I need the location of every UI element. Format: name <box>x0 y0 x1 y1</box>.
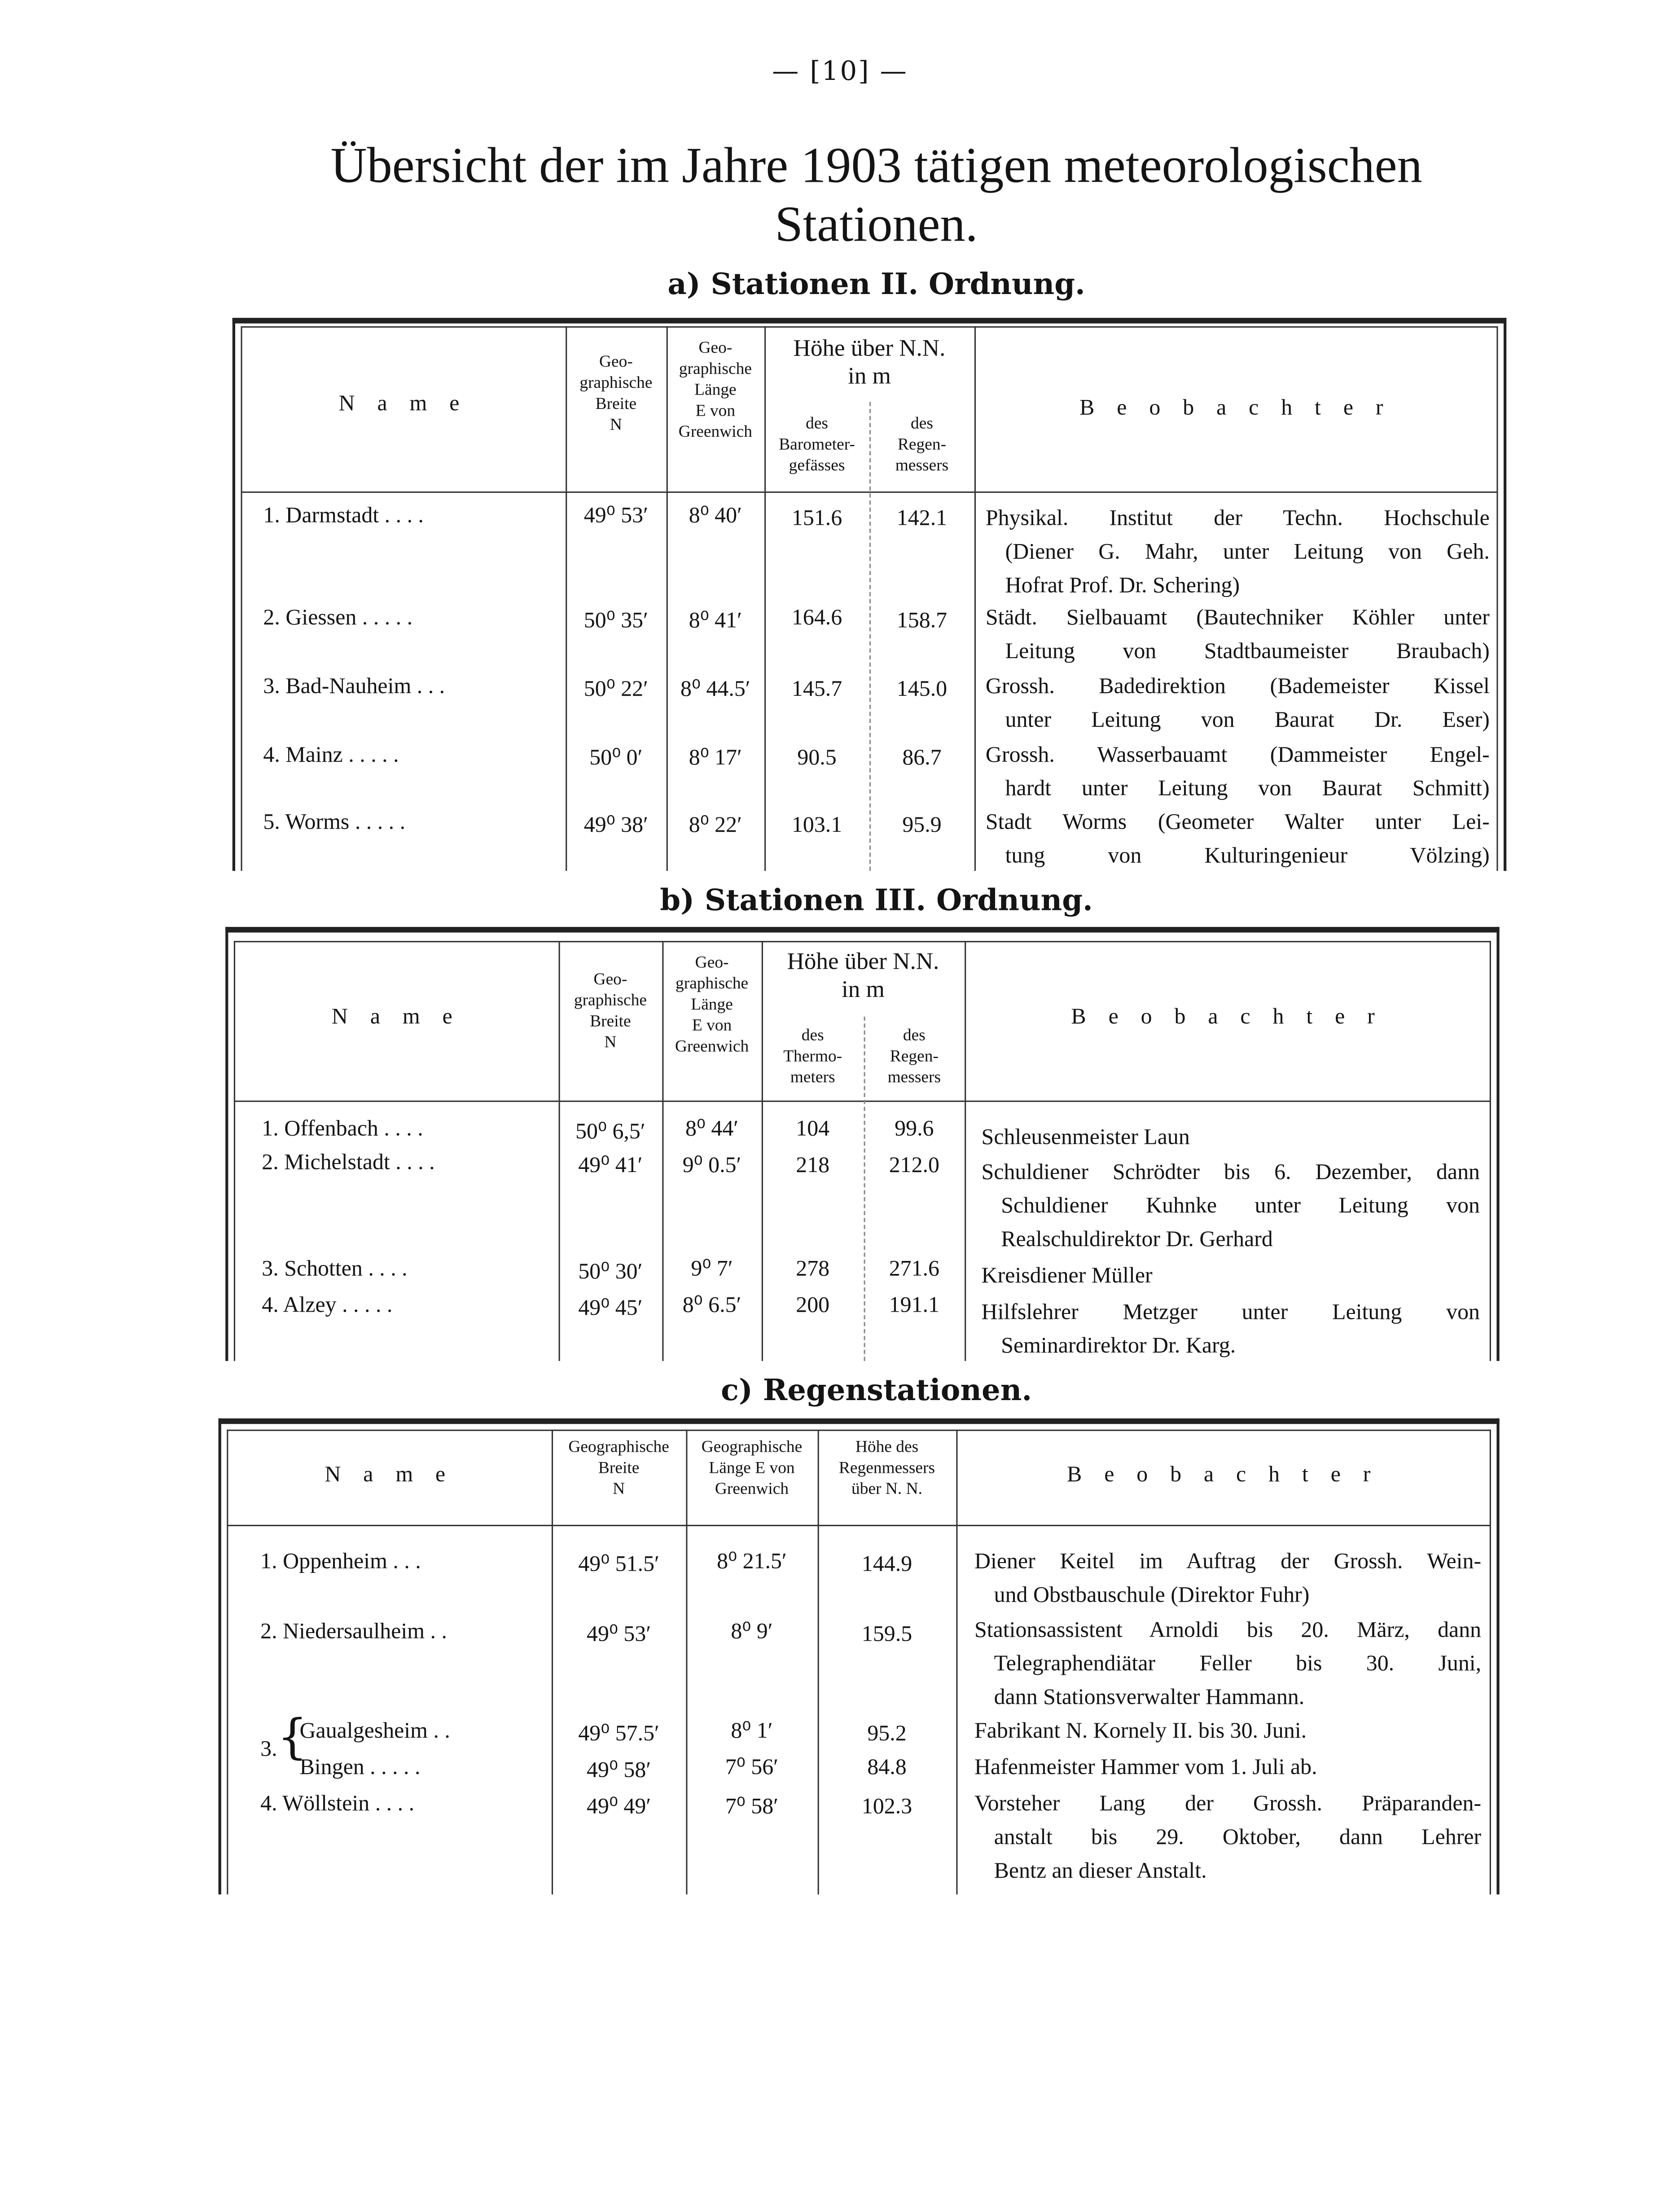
header-height-barometer <box>764 413 869 476</box>
header-latitude <box>559 969 662 1053</box>
table-cell: 151.6 <box>791 507 842 531</box>
table-cell: Schuldiener Kuhnke unter Leitung von <box>1001 1194 1480 1218</box>
header-height-rain-gauge <box>864 1025 965 1088</box>
table-cell: 145.0 <box>896 677 947 702</box>
header-observer: B e o b a c h t e r <box>1079 396 1392 420</box>
table-cell: und Obstbauschule (Direktor Fuhr) <box>994 1583 1310 1607</box>
table-cell: 2. Giessen . . . . . <box>263 606 413 630</box>
table-cell: anstalt bis 29. Oktober, dann Lehrer <box>994 1826 1482 1850</box>
table-cell: 1. Darmstadt . . . . <box>263 504 424 528</box>
table-cell: Realschuldirektor Dr. Gerhard <box>1001 1228 1273 1252</box>
table-cell: des <box>806 413 829 433</box>
table-cell: Kreisdiener Müller <box>981 1264 1153 1288</box>
table-cell: 218 <box>796 1154 830 1178</box>
table-cell: 86.7 <box>902 746 942 770</box>
header-name: N a m e <box>331 1005 461 1029</box>
table-cell: Leitung von Stadtbaumeister Braubach) <box>1005 640 1490 664</box>
table-cell: Seminardirektor Dr. Karg. <box>1001 1334 1236 1358</box>
table-cell: in m <box>842 976 885 1003</box>
table-cell: 5. Worms . . . . . <box>263 811 406 835</box>
table-cell: über N. N. <box>851 1478 923 1498</box>
table-cell: Diener Keitel im Auftrag der Grossh. Wein- <box>974 1550 1482 1574</box>
table-cell: Länge <box>691 994 733 1014</box>
page-title-line-2: Stationen. <box>775 196 978 252</box>
table-cell: des <box>903 1025 926 1045</box>
table-cell: 49⁰ 58′ <box>587 1758 651 1783</box>
table-cell: Vorsteher Lang der Grossh. Präparanden- <box>974 1792 1482 1816</box>
table-cell: 9⁰ 0.5′ <box>682 1154 741 1178</box>
table-cell: 95.9 <box>902 813 942 838</box>
table-cell: 8⁰ 21.5′ <box>717 1550 787 1574</box>
table-cell: Breite <box>595 393 637 413</box>
table-cell: Physikal. Institut der Techn. Hochschule <box>985 507 1490 531</box>
table-cell: Höhe über N.N. <box>787 948 939 975</box>
section-b-heading: b) Stationen III. Ordnung. <box>660 882 1093 918</box>
table-cell: 4. Alzey . . . . . <box>262 1294 393 1318</box>
header-name: N a m e <box>338 392 468 416</box>
table-cell: Stadt Worms (Geometer Walter unter Lei- <box>985 811 1490 835</box>
header-height <box>762 948 965 1004</box>
table-cell: Geo- <box>593 969 627 989</box>
table-cell: E von <box>692 1015 732 1035</box>
table-cell: 50⁰ 22′ <box>583 677 649 702</box>
header-longitude <box>686 1436 817 1499</box>
table-cell: 103.1 <box>791 813 842 838</box>
table-cell: Länge E von <box>709 1458 795 1477</box>
table-cell: Geographische <box>568 1436 669 1456</box>
table-cell: Regenmessers <box>838 1458 935 1477</box>
table-cell: 99.6 <box>895 1117 934 1142</box>
table-cell: Grossh. Badedirektion (Bademeister Kissel <box>985 675 1490 699</box>
table-cell: Gaualgesheim . . <box>299 1719 450 1743</box>
section-a-heading: a) Stationen II. Ordnung. <box>667 266 1085 301</box>
section-c-heading: c) Regenstationen. <box>721 1372 1032 1407</box>
table-cell: Greenwich <box>678 421 752 441</box>
table-cell: Grossh. Wasserbauamt (Dammeister Engel- <box>985 743 1490 768</box>
table-b <box>225 927 1499 1361</box>
table-cell: 1. Offenbach . . . . <box>262 1117 423 1142</box>
table-cell: N <box>604 1032 617 1052</box>
table-cell: Schleusenmeister Laun <box>981 1125 1190 1150</box>
table-cell: messers <box>887 1067 941 1087</box>
table-a <box>232 318 1506 871</box>
table-cell: messers <box>895 455 949 475</box>
table-cell: in m <box>848 362 891 390</box>
table-cell: 50⁰ 35′ <box>583 609 649 633</box>
table-cell: Geographische <box>701 1436 803 1456</box>
table-cell: Schuldiener Schrödter bis 6. Dezember, dann <box>981 1160 1480 1185</box>
table-cell: 102.3 <box>861 1795 912 1819</box>
table-cell: Regen- <box>897 434 947 454</box>
table-cell: 84.8 <box>867 1756 907 1780</box>
table-cell: 191.1 <box>889 1294 939 1318</box>
table-cell: 50⁰ 30′ <box>578 1260 643 1284</box>
table-cell: graphische <box>679 358 752 378</box>
table-cell: 4. Wöllstein . . . . <box>260 1792 415 1816</box>
table-cell: Greenwich <box>715 1478 789 1498</box>
table-cell: Höhe des <box>855 1436 919 1456</box>
table-cell: graphische <box>676 973 749 993</box>
page-title-line-1: Übersicht der im Jahre 1903 tätigen meteorologischen <box>330 137 1422 193</box>
table-cell: Hofrat Prof. Dr. Schering) <box>1005 574 1240 598</box>
table-cell: Geo- <box>695 952 729 972</box>
table-cell: Hilfslehrer Metzger unter Leitung von <box>981 1300 1480 1325</box>
table-cell: 50⁰ 0′ <box>589 746 643 770</box>
table-cell: 50⁰ 6,5′ <box>575 1120 645 1144</box>
table-cell: Barometer- <box>779 434 855 454</box>
table-cell: E von <box>695 400 736 420</box>
table-cell: 9⁰ 7′ <box>691 1257 733 1282</box>
header-observer: B e o b a c h t e r <box>1071 1005 1383 1029</box>
table-cell: 145.7 <box>791 677 842 702</box>
table-cell: N <box>610 414 622 434</box>
table-cell: 49⁰ 49′ <box>587 1795 651 1819</box>
table-cell: 8⁰ 22′ <box>689 813 742 838</box>
table-cell: 90.5 <box>797 746 837 770</box>
table-cell: (Diener G. Mahr, unter Leitung von Geh. <box>1005 540 1490 565</box>
table-cell: Fabrikant N. Kornely II. bis 30. Juni. <box>974 1719 1307 1743</box>
table-cell: 144.9 <box>861 1553 912 1577</box>
table-cell: 7⁰ 56′ <box>725 1756 779 1780</box>
row-number-3: 3. <box>260 1737 277 1761</box>
table-cell: 278 <box>796 1257 830 1282</box>
table-cell: N <box>613 1478 625 1498</box>
table-cell: Breite <box>590 1011 631 1031</box>
header-name: N a m e <box>325 1463 454 1487</box>
table-cell: Städt. Sielbauamt (Bautechniker Köhler unter <box>985 606 1490 630</box>
table-cell: 164.6 <box>791 606 842 630</box>
table-cell: Geo- <box>599 351 633 371</box>
table-cell: gefässes <box>789 455 845 475</box>
table-cell: 8⁰ 44′ <box>685 1117 739 1142</box>
header-observer: B e o b a c h t e r <box>1067 1463 1379 1487</box>
table-cell: 8⁰ 1′ <box>731 1719 773 1743</box>
table-cell: 4. Mainz . . . . . <box>263 743 399 768</box>
table-cell: 212.0 <box>889 1154 939 1178</box>
table-cell: 49⁰ 45′ <box>578 1296 643 1321</box>
table-cell: 2. Niedersaulheim . . <box>260 1620 447 1644</box>
header-longitude <box>667 338 764 443</box>
page-number: — [10] — <box>772 56 908 87</box>
table-cell: dann Stationsverwalter Hammann. <box>994 1686 1305 1710</box>
brace-glyph: { <box>277 1709 308 1766</box>
table-cell: Hafenmeister Hammer vom 1. Juli ab. <box>974 1756 1317 1780</box>
table-cell: Höhe über N.N. <box>793 334 946 361</box>
header-height <box>764 334 974 391</box>
table-cell: 49⁰ 41′ <box>578 1154 643 1178</box>
table-cell: hardt unter Leitung von Baurat Schmitt) <box>1005 777 1490 801</box>
table-cell: Telegraphendiätar Feller bis 30. Juni, <box>994 1652 1482 1676</box>
table-cell: graphische <box>574 990 647 1010</box>
table-cell: Länge <box>694 379 737 399</box>
table-cell: 95.2 <box>867 1722 907 1746</box>
table-cell: 8⁰ 40′ <box>689 504 742 528</box>
table-cell: 8⁰ 6.5′ <box>682 1294 741 1318</box>
table-cell: Stationsassistent Arnoldi bis 20. März, dann <box>974 1618 1482 1642</box>
table-cell: 3. Schotten . . . . <box>262 1257 408 1282</box>
table-cell: 8⁰ 44.5′ <box>680 677 750 702</box>
table-cell: 3. Bad-Nauheim . . . <box>263 675 445 699</box>
table-cell: 104 <box>796 1117 830 1142</box>
header-latitude <box>566 351 667 435</box>
table-cell: Bentz an dieser Anstalt. <box>994 1859 1207 1884</box>
table-cell: 49⁰ 38′ <box>583 813 649 838</box>
table-cell: tung von Kulturingenieur Völzing) <box>1005 844 1490 868</box>
table-cell: 49⁰ 51.5′ <box>578 1553 659 1577</box>
header-longitude <box>662 952 761 1057</box>
header-latitude <box>552 1436 686 1499</box>
table-cell: 8⁰ 17′ <box>689 746 742 770</box>
header-height-thermometer <box>762 1025 864 1088</box>
table-cell: Greenwich <box>675 1036 749 1056</box>
table-cell: meters <box>790 1067 835 1087</box>
table-cell: unter Leitung von Baurat Dr. Eser) <box>1005 708 1490 733</box>
table-cell: Geo- <box>698 337 733 357</box>
table-cell: 49⁰ 53′ <box>587 1623 651 1647</box>
header-height-rain-gauge <box>869 413 974 476</box>
table-cell: 271.6 <box>889 1257 939 1282</box>
table-cell: 8⁰ 9′ <box>731 1620 773 1644</box>
table-cell: des <box>801 1025 824 1045</box>
table-cell: graphische <box>579 372 653 392</box>
table-cell: 1. Oppenheim . . . <box>260 1550 421 1574</box>
header-height-rain-gauge <box>818 1436 956 1499</box>
table-cell: 2. Michelstadt . . . . <box>262 1151 435 1175</box>
table-cell: 7⁰ 58′ <box>725 1795 779 1819</box>
table-c <box>219 1419 1500 1895</box>
table-cell: 49⁰ 57.5′ <box>578 1722 659 1746</box>
table-cell: Breite <box>598 1458 640 1477</box>
table-cell: des <box>911 413 933 433</box>
table-cell: 159.5 <box>861 1623 912 1647</box>
table-cell: Bingen . . . . . <box>299 1756 421 1780</box>
table-cell: 200 <box>796 1294 830 1318</box>
table-cell: 49⁰ 53′ <box>583 504 649 528</box>
table-cell: Regen- <box>890 1046 939 1066</box>
table-cell: 158.7 <box>896 609 947 633</box>
table-cell: 142.1 <box>896 507 947 531</box>
table-cell: 8⁰ 41′ <box>689 609 742 633</box>
table-cell: Thermo- <box>783 1046 842 1066</box>
